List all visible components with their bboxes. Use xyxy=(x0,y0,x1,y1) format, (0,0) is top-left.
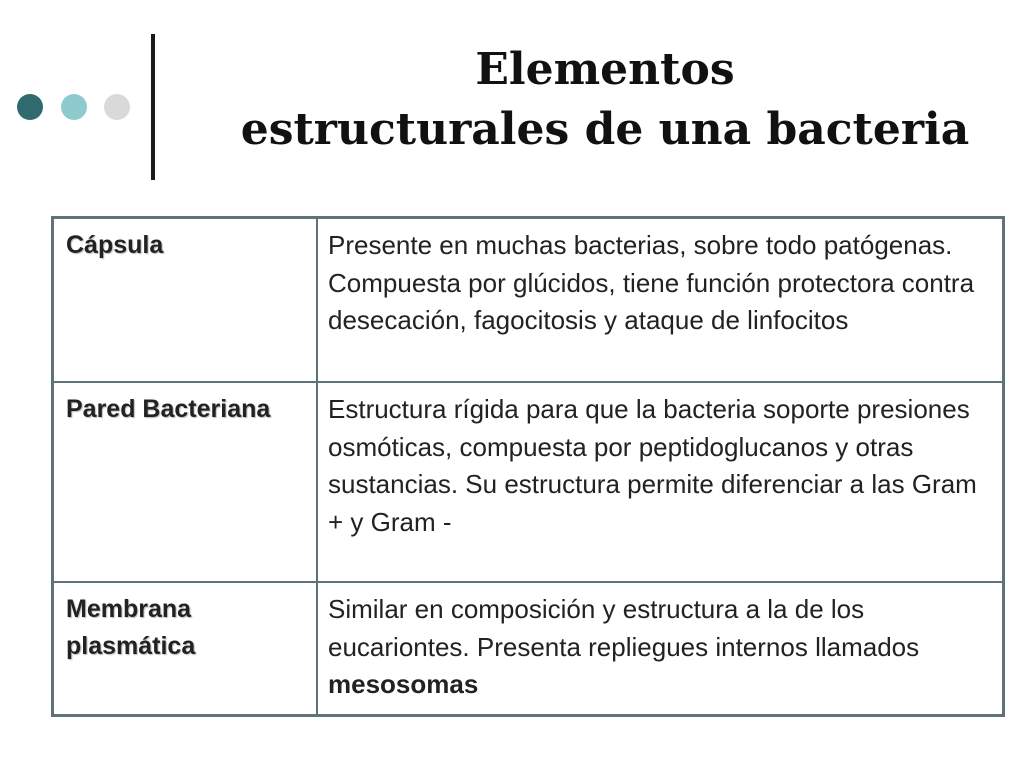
description-text: Similar en composición y estructura a la de los eucariontes. Presenta repliegues internos llamados xyxy=(328,594,920,662)
title-divider-line xyxy=(151,34,155,180)
table-row xyxy=(53,218,1004,383)
slide-title-line-1: Elementos xyxy=(475,44,735,95)
description-highlight: mesosomas xyxy=(328,669,479,699)
table-row xyxy=(53,582,1004,715)
term-cell: Cápsula xyxy=(53,218,318,383)
decorative-dot-gray xyxy=(104,94,130,120)
term-cell: Membrana plasmática xyxy=(53,582,318,715)
description-cell: Estructura rígida para que la bacteria soporte presiones osmóticas, compuesta por peptidoglucanos y otras sustancias. Su estructura permite diferenciar a las Gram + y Gram - xyxy=(317,382,1004,582)
table-row xyxy=(53,382,1004,582)
bacteria-structure-table xyxy=(51,216,1005,717)
slide-title-line-2: estructurales de una bacteria xyxy=(240,104,970,155)
term-cell: Pared Bacteriana xyxy=(53,382,318,582)
description-cell: Presente en muchas bacterias, sobre todo patógenas. Compuesta por glúcidos, tiene función protectora contra desecación, fagocitosis y ataque de linfocitos xyxy=(317,218,1004,383)
decorative-dot-dark xyxy=(17,94,43,120)
decorative-dot-light xyxy=(61,94,87,120)
slide-title xyxy=(190,40,1020,160)
description-cell xyxy=(317,582,1004,715)
